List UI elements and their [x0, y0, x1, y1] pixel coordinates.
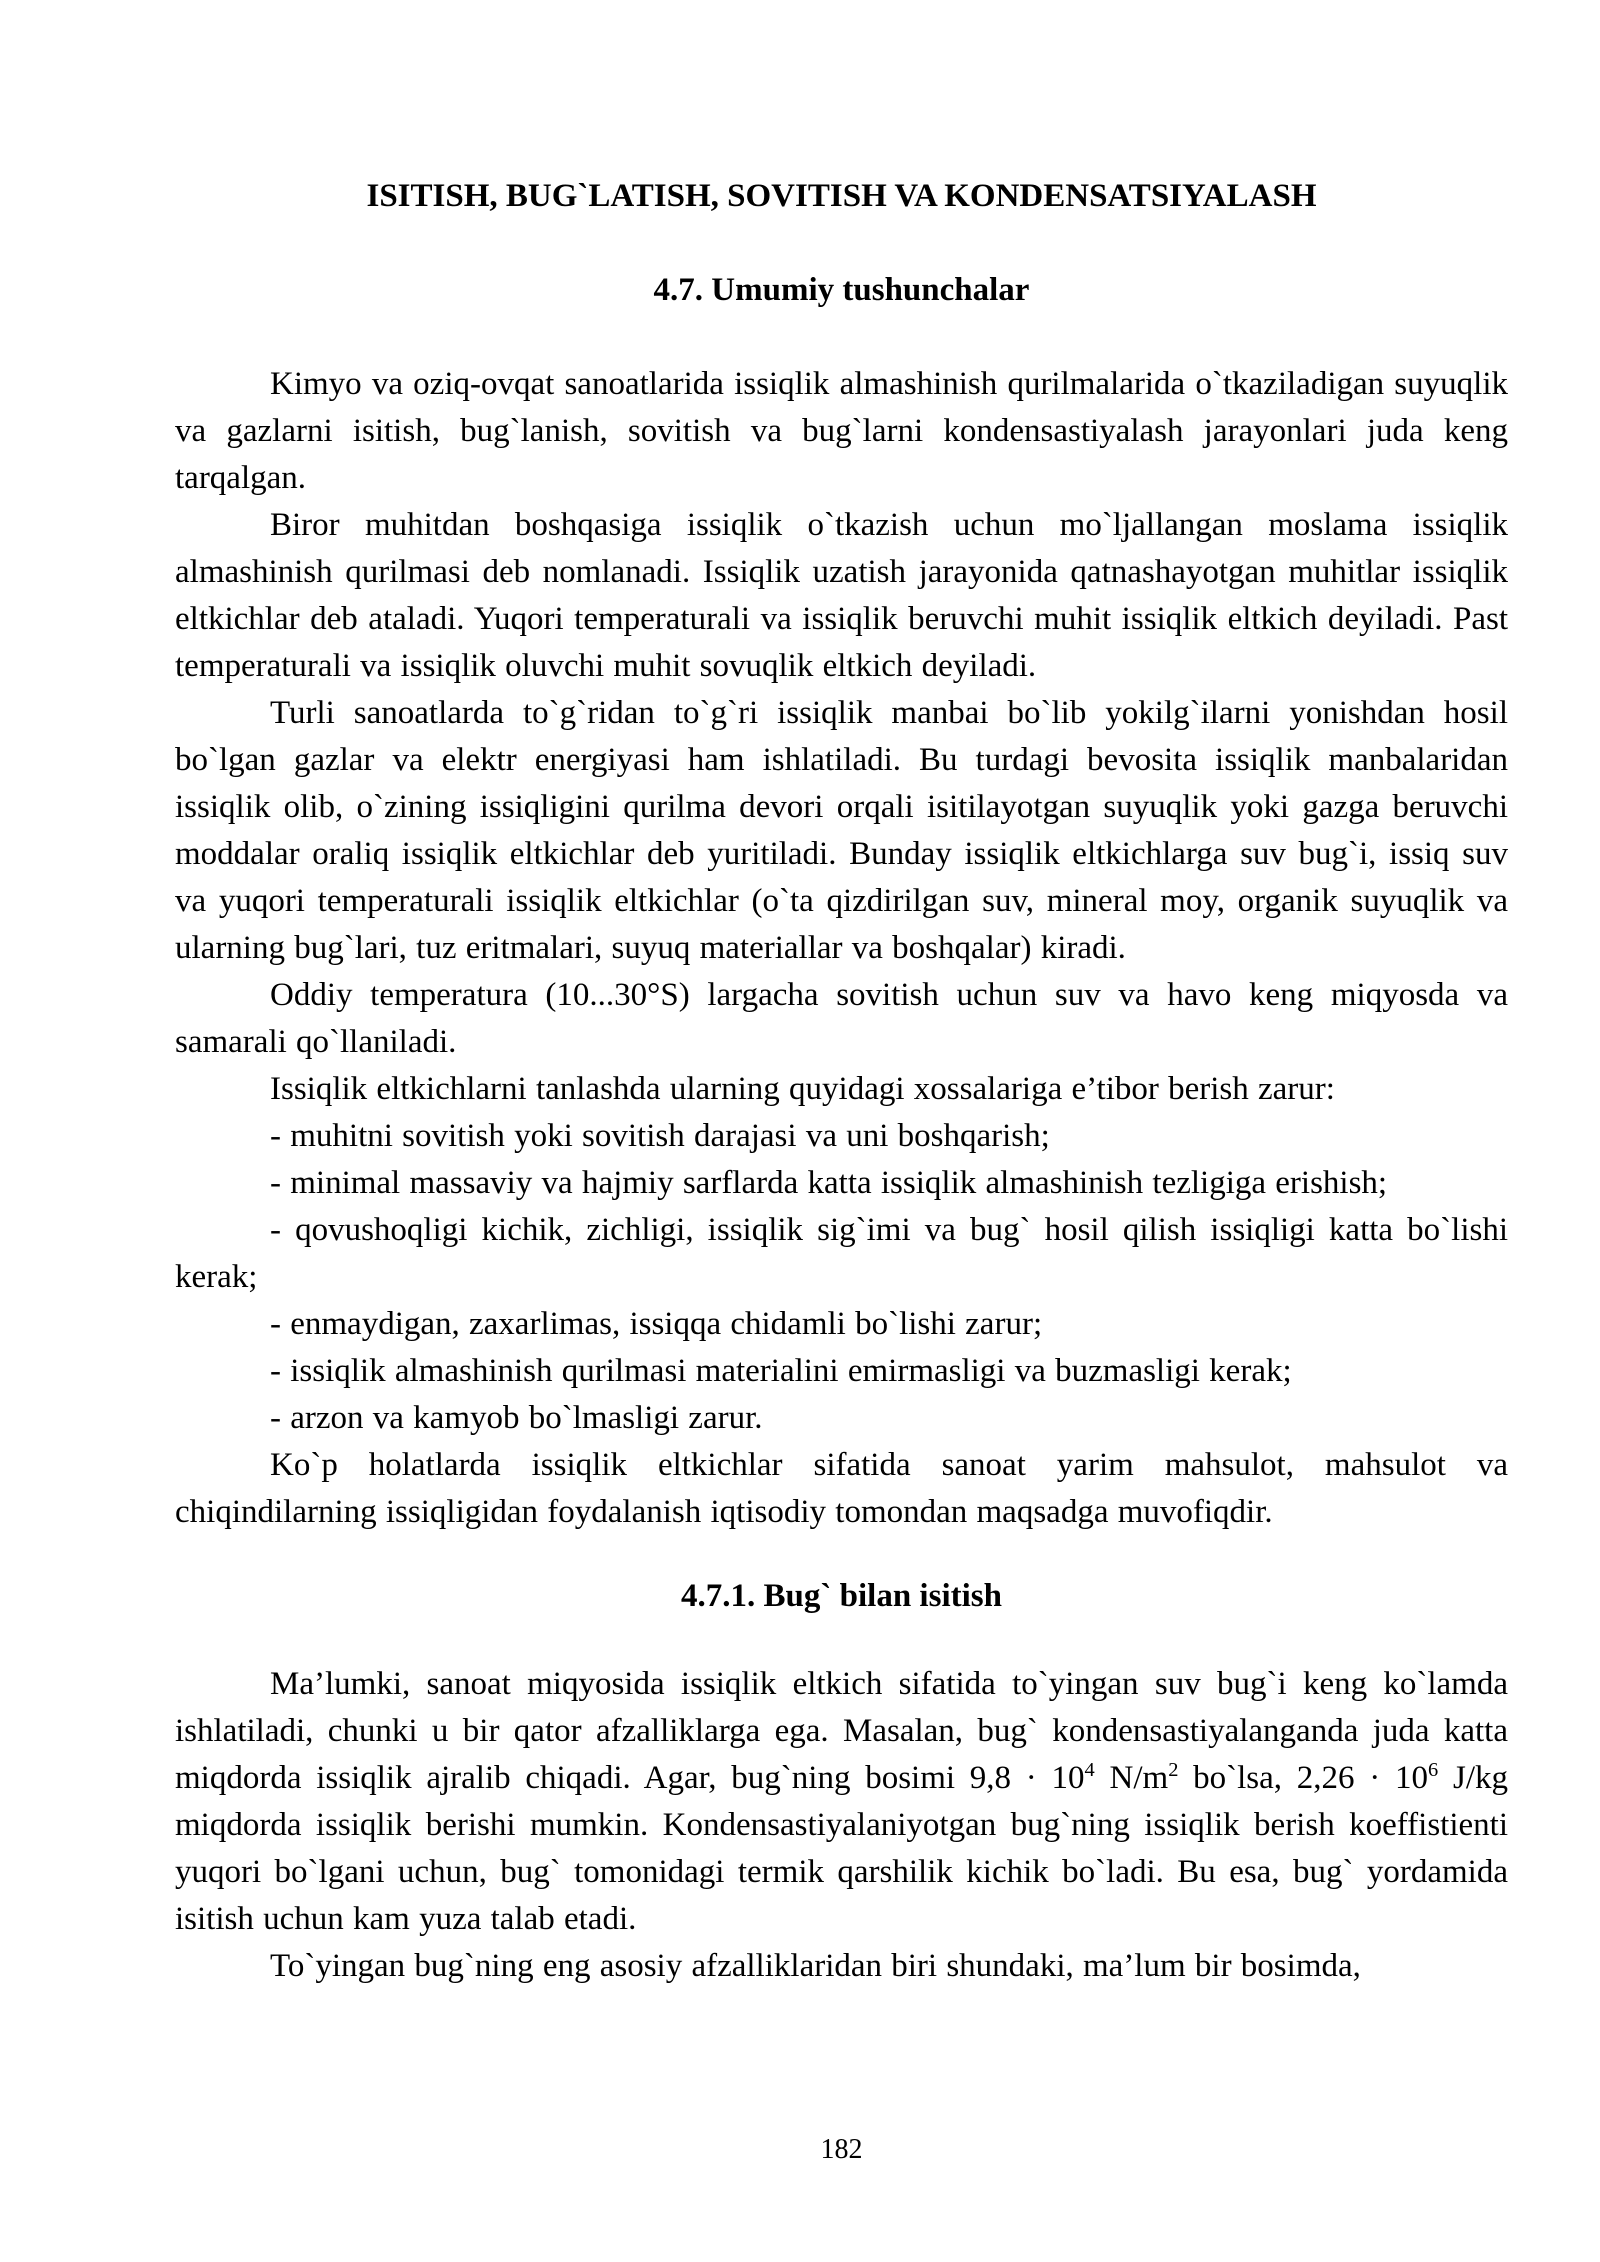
- steam-text-segment-2: N/m: [1094, 1760, 1169, 1796]
- exponent-2: 2: [1168, 1759, 1179, 1781]
- list-item-1: - muhitni sovitish yoki sovitish darajasi va uni boshqarish;: [270, 1118, 1050, 1154]
- section-heading: 4.7. Umumiy tushunchalar: [653, 272, 1030, 308]
- paragraph-definition: Biror muhitdan boshqasiga issiqlik o`tkazish uchun mo`ljallangan moslama issiqlik almashinish qurilmasi deb nomlanadi. Issiqlik uzatish jarayonida qatnashayotgan muhitlar issiqlik eltkichlar deb ataladi. Yuqori temperaturali va issiqlik beruvchi muhit issiqlik eltkich deyiladi. Past temperaturali va issiqlik oluvchi muhit sovuqlik eltkich deyiladi.: [175, 507, 1508, 684]
- list-item-2: - minimal massaviy va hajmiy sarflarda katta issiqlik almashinish tezligiga erishish;: [270, 1165, 1388, 1201]
- list-item-6: - arzon va kamyob bo`lmasligi zarur.: [270, 1400, 763, 1436]
- page-number: 182: [820, 2134, 863, 2165]
- paragraph-sources: Turli sanoatlarda to`g`ridan to`g`ri issiqlik manbai bo`lib yokilg`ilarni yonishdan hosil bo`lgan gazlar va elektr energiyasi ham ishlatiladi. Bu turdagi bevosita issiqlik manbalaridan issiqlik olib, o`zining issiqligini qurilma devori orqali isitilayotgan suyuqlik yoki gazga beruvchi moddalar oraliq issiqlik eltkichlar deb yuritiladi. Bunday issiqlik eltkichlarga suv bug`i, issiq suv va yuqori temperaturali issiqlik eltkichlar (o`ta qizdirilgan suv, mineral moy, organik suyuqlik va ularning bug`lari, tuz eritmalari, suyuq materiallar va boshqalar) kiradi.: [175, 695, 1508, 966]
- steam-text-segment-4: J/kg miqdorda issiqlik berishi mumkin. Kondensastiyalaniyotgan bug`ning issiqlik berish koeffistienti yuqori bo`lgani uchun, bug` tomonidagi termik qarshilik kichik bo`ladi. Bu esa, bug` yordamida isitish uchun kam yuza talab etadi.: [175, 1760, 1509, 1937]
- subsection-heading: 4.7.1. Bug` bilan isitish: [681, 1578, 1002, 1614]
- chapter-title: ISITISH, BUG`LATISH, SOVITISH VA KONDENSATSIYALASH: [366, 178, 1317, 214]
- paragraph-saturated-steam: To`yingan bug`ning eng asosiy afzalliklaridan biri shundaki, ma’lum bir bosimda,: [270, 1948, 1361, 1984]
- list-item-5: - issiqlik almashinish qurilmasi materialini emirmasligi va buzmasligi kerak;: [270, 1353, 1292, 1389]
- steam-text-segment-1: Ma’lumki, sanoat miqyosida issiqlik eltkich sifatida to`yingan suv bug`i keng ko`lamda ishlatiladi, chunki u bir qator afzalliklarga ega. Masalan, bug` kondensastiyalanganda juda katta miqdorda issiqlik ajralib chiqadi. Agar, bug`ning bosimi 9,8 · 10: [175, 1666, 1508, 1796]
- paragraph-list-lead: Issiqlik eltkichlarni tanlashda ularning quyidagi xossalariga e’tibor berish zarur:: [270, 1071, 1335, 1107]
- paragraph-intro: Kimyo va oziq-ovqat sanoatlarida issiqlik almashinish qurilmalarida o`tkaziladigan suyuqlik va gazlarni isitish, bug`lanish, sovitish va bug`larni kondensastiyalash jarayonlari juda keng tarqalgan.: [175, 366, 1508, 496]
- list-item-3: - qovushoqligi kichik, zichligi, issiqlik sig`imi va bug` hosil qilish issiqligi katta bo`lishi kerak;: [175, 1212, 1508, 1295]
- steam-text-segment-3: bo`lsa, 2,26 · 10: [1178, 1760, 1429, 1796]
- list-item-4: - enmaydigan, zaxarlimas, issiqqa chidamli bo`lishi zarur;: [270, 1306, 1043, 1342]
- exponent-6: 6: [1428, 1759, 1439, 1781]
- exponent-4: 4: [1084, 1759, 1095, 1781]
- paragraph-cooling: Oddiy temperatura (10...30°S) largacha sovitish uchun suv va havo keng miqyosda va samarali qo`llaniladi.: [175, 977, 1508, 1060]
- paragraph-economy: Ko`p holatlarda issiqlik eltkichlar sifatida sanoat yarim mahsulot, mahsulot va chiqindilarning issiqligidan foydalanish iqtisodiy tomondan maqsadga muvofiqdir.: [175, 1447, 1508, 1530]
- paragraph-steam-formula: [175, 1661, 1508, 1943]
